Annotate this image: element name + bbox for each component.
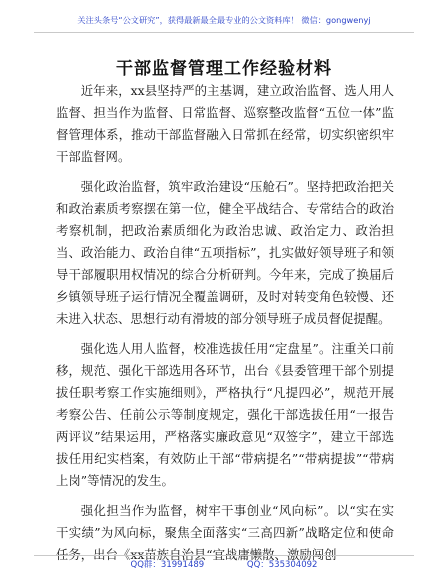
paragraph-3: 强化选人用人监督，校准选拔任用“定盘星”。注重关口前移，规范、强化干部选用各环节，出台《县委管理干部个别提拔任职考察工作实施细则》，严格执行“凡提四必”，规范开展考察公告、任前公示等制度规定，强化干部选拔任用“一报告两评议”结果运用，严格落实廉政意见“双签字”，建立干部选拔任用纪实档案，有效防止干部“带病提名”“带病提拔”“带病上岗”等情况的发生。: [56, 341, 394, 488]
paragraph-4: 强化担当作为监督，树牢干事创业“风向标”。以“实在实干实绩”为风向标，聚焦全面落实“三高四新”战略定位和使命任务，出台《xx苗族自治县“宜战庸懒散、激励闯创: [56, 503, 394, 562]
header-notice: 关注头条号“公文研究”，获得最新最全最专业的公文资料库！ 微信：gongwenyj: [34, 10, 414, 33]
footer-contact: [34, 555, 414, 574]
footer-qq-group: QQ群：31991489: [130, 560, 205, 570]
paragraph-1: 近年来，xx县坚持严的主基调，建立政治监督、选人用人监督、担当作为监督、日常监督、巡察整改监督“五位一体”监督管理体系，推动干部监督融入日常抓在经常，切实织密织牢干部监督网。: [56, 83, 394, 164]
footer-qq: QQ：535304092: [246, 560, 318, 570]
paragraph-2: 强化政治监督，筑牢政治建设“压舱石”。坚持把政治把关和政治素质考察摆在第一位，健全平战结合、专常结合的政治考察机制，把政治素质细化为政治忠诚、政治定力、政治担当、政治能力、政治自律“五项指标”，扎实做好领导班子和领导干部履职用权情况的综合分析研判。今年来，完成了换届后乡镇领导班子运行情况全覆盖调研，及时对转变角色较慢、还未进入状态、思想行动有滑坡的部分领导班子成员督促提醒。: [56, 179, 394, 326]
document-body: [56, 80, 394, 574]
document-title: 干部监督管理工作经验材料: [116, 59, 332, 79]
